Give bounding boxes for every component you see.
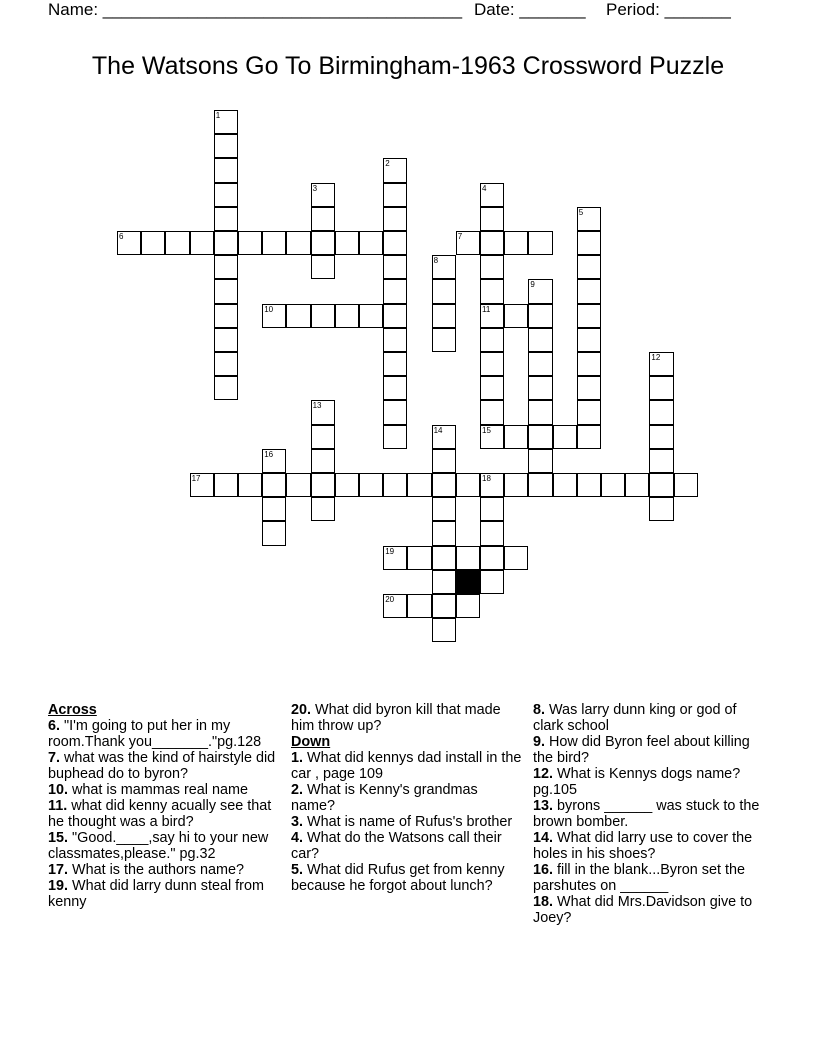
grid-cell[interactable] xyxy=(165,231,189,255)
grid-cell[interactable] xyxy=(480,328,504,352)
grid-cell[interactable] xyxy=(456,546,480,570)
grid-cell[interactable] xyxy=(214,207,238,231)
grid-cell[interactable] xyxy=(480,231,504,255)
clue-text: fill in the blank...Byron set the parshutes on ______ xyxy=(533,862,745,894)
grid-cell[interactable] xyxy=(286,231,310,255)
clue-text: What is name of Rufus's brother xyxy=(303,814,513,830)
name-field: Name: ______________________________________ xyxy=(48,0,463,19)
clue-number: 9. xyxy=(533,734,546,750)
grid-cell[interactable] xyxy=(383,231,407,255)
grid-cell[interactable] xyxy=(214,376,238,400)
down-clue xyxy=(533,702,765,734)
clue-number: 10. xyxy=(48,782,69,798)
grid-cell[interactable] xyxy=(214,255,238,279)
across-clue xyxy=(48,798,280,830)
grid-cell[interactable] xyxy=(480,279,504,303)
down-clue xyxy=(533,766,765,798)
across-clue xyxy=(48,718,280,750)
grid-cell[interactable] xyxy=(577,473,601,497)
clue-number: 14 xyxy=(433,425,443,435)
clue-number: 1. xyxy=(291,750,304,766)
grid-cell[interactable] xyxy=(383,376,407,400)
grid-cell[interactable] xyxy=(528,328,552,352)
clue-text: What do the Watsons call their car? xyxy=(291,830,502,862)
clue-number: 6. xyxy=(48,718,61,734)
grid-cell[interactable] xyxy=(214,183,238,207)
black-cell xyxy=(456,570,480,594)
clues-column-2 xyxy=(291,702,523,894)
grid-cell[interactable] xyxy=(480,207,504,231)
grid-cell[interactable] xyxy=(649,497,673,521)
grid-cell[interactable] xyxy=(432,570,456,594)
clue-text: what is mammas real name xyxy=(68,782,248,798)
grid-cell[interactable] xyxy=(504,304,528,328)
grid-cell[interactable] xyxy=(649,352,673,376)
clue-number: 7 xyxy=(457,232,463,241)
grid-cell[interactable] xyxy=(480,304,504,328)
grid-cell[interactable] xyxy=(359,473,383,497)
grid-cell[interactable] xyxy=(214,158,238,182)
down-clue xyxy=(533,734,765,766)
grid-cell[interactable] xyxy=(214,473,238,497)
clue-number: 6 xyxy=(119,232,124,241)
clue-number: 4 xyxy=(482,183,487,193)
grid-cell[interactable] xyxy=(262,497,286,521)
grid-cell[interactable] xyxy=(311,400,335,424)
clue-number: 12. xyxy=(533,766,554,782)
grid-cell[interactable] xyxy=(311,473,335,497)
grid-cell[interactable] xyxy=(335,304,359,328)
grid-cell[interactable] xyxy=(383,594,407,618)
clue-text: What did kennys dad install in the car , page 109 xyxy=(291,750,522,782)
clue-number: 4. xyxy=(291,830,304,846)
grid-cell[interactable] xyxy=(311,304,335,328)
grid-cell[interactable] xyxy=(528,400,552,424)
grid-cell[interactable] xyxy=(407,546,431,570)
grid-cell[interactable] xyxy=(480,255,504,279)
clue-number: 15. xyxy=(48,830,69,846)
across-clue xyxy=(291,702,523,734)
grid-cell[interactable] xyxy=(359,304,383,328)
clue-text: What did Rufus get from kenny because he forgot about lunch? xyxy=(291,862,505,894)
down-clue xyxy=(533,894,765,926)
grid-cell[interactable] xyxy=(480,183,504,207)
grid-cell[interactable] xyxy=(383,546,407,570)
across-clue xyxy=(48,782,280,798)
grid-cell[interactable] xyxy=(480,473,504,497)
clue-number: 12 xyxy=(651,353,661,362)
clue-number: 17. xyxy=(48,862,69,878)
grid-cell[interactable] xyxy=(432,497,456,521)
grid-cell[interactable] xyxy=(383,400,407,424)
grid-cell[interactable] xyxy=(238,231,262,255)
grid-cell[interactable] xyxy=(432,618,456,642)
grid-cell[interactable] xyxy=(528,352,552,376)
down-clue xyxy=(291,830,523,862)
grid-cell[interactable] xyxy=(504,425,528,449)
grid-cell[interactable] xyxy=(553,473,577,497)
grid-cell[interactable] xyxy=(190,473,214,497)
grid-cell[interactable] xyxy=(577,304,601,328)
grid-cell[interactable] xyxy=(238,473,262,497)
clue-number: 1 xyxy=(215,111,221,120)
grid-cell[interactable] xyxy=(480,570,504,594)
clue-number: 19. xyxy=(48,878,69,894)
grid-cell[interactable] xyxy=(649,449,673,473)
clue-number: 17 xyxy=(191,474,201,483)
grid-cell[interactable] xyxy=(383,207,407,231)
clue-text: byrons ______ was stuck to the brown bomber. xyxy=(533,798,760,830)
down-clue xyxy=(291,814,523,830)
clue-number: 2 xyxy=(385,159,390,169)
clue-text: What is Kenny's grandmas name? xyxy=(291,782,478,814)
grid-cell[interactable] xyxy=(262,449,286,473)
grid-cell[interactable] xyxy=(383,473,407,497)
grid-cell[interactable] xyxy=(432,449,456,473)
period-field: Period: _______ xyxy=(606,0,731,19)
grid-cell[interactable] xyxy=(432,425,456,449)
grid-cell[interactable] xyxy=(480,497,504,521)
grid-cell[interactable] xyxy=(528,473,552,497)
grid-cell[interactable] xyxy=(383,183,407,207)
grid-cell[interactable] xyxy=(214,328,238,352)
across-clue xyxy=(48,750,280,782)
grid-cell[interactable] xyxy=(286,304,310,328)
clue-number: 18. xyxy=(533,894,554,910)
clue-text: what was the kind of hairstyle did buphead do to byron? xyxy=(48,750,276,782)
grid-cell[interactable] xyxy=(577,425,601,449)
grid-cell[interactable] xyxy=(214,279,238,303)
clue-number: 3 xyxy=(312,183,318,193)
clue-number: 2. xyxy=(291,782,304,798)
grid-cell[interactable] xyxy=(528,231,552,255)
grid-cell[interactable] xyxy=(359,231,383,255)
clue-number: 7. xyxy=(48,750,61,766)
grid-cell[interactable] xyxy=(649,425,673,449)
grid-cell[interactable] xyxy=(649,473,673,497)
grid-cell[interactable] xyxy=(528,279,552,303)
grid-cell[interactable] xyxy=(577,231,601,255)
grid-cell[interactable] xyxy=(577,255,601,279)
clue-number: 19 xyxy=(385,546,395,556)
grid-cell[interactable] xyxy=(577,400,601,424)
grid-cell[interactable] xyxy=(432,304,456,328)
grid-cell[interactable] xyxy=(262,304,286,328)
grid-cell[interactable] xyxy=(432,473,456,497)
grid-cell[interactable] xyxy=(674,473,698,497)
grid-cell[interactable] xyxy=(649,376,673,400)
grid-cell[interactable] xyxy=(480,376,504,400)
grid-cell[interactable] xyxy=(286,473,310,497)
clue-number: 3. xyxy=(291,814,304,830)
down-clue xyxy=(291,750,523,782)
clue-number: 9 xyxy=(530,280,535,290)
clue-text: What did larry use to cover the holes in his shoes? xyxy=(533,830,753,862)
grid-cell[interactable] xyxy=(480,400,504,424)
grid-cell[interactable] xyxy=(117,231,141,255)
clue-text: "Good.____,say hi to your new classmates,please." pg.32 xyxy=(48,830,269,862)
grid-cell[interactable] xyxy=(480,425,504,449)
grid-cell[interactable] xyxy=(407,473,431,497)
clue-number: 16 xyxy=(264,449,274,459)
grid-cell[interactable] xyxy=(432,255,456,279)
clue-number: 5 xyxy=(578,207,584,217)
grid-cell[interactable] xyxy=(311,183,335,207)
clue-number: 18 xyxy=(482,474,491,483)
grid-cell[interactable] xyxy=(480,521,504,545)
grid-cell[interactable] xyxy=(383,279,407,303)
grid-cell[interactable] xyxy=(504,231,528,255)
clue-text: What did byron kill that made him throw up? xyxy=(291,702,501,734)
grid-cell[interactable] xyxy=(262,521,286,545)
grid-cell[interactable] xyxy=(577,352,601,376)
clue-number: 15 xyxy=(482,425,491,435)
clue-number: 14. xyxy=(533,830,554,846)
grid-cell[interactable] xyxy=(407,594,431,618)
clue-number: 13 xyxy=(312,401,322,411)
clue-number: 10 xyxy=(264,304,274,314)
clue-number: 20. xyxy=(291,702,312,718)
clue-text: "I'm going to put her in my room.Thank you_______."pg.128 xyxy=(48,718,262,750)
grid-cell[interactable] xyxy=(311,231,335,255)
grid-cell[interactable] xyxy=(577,279,601,303)
grid-cell[interactable] xyxy=(528,376,552,400)
grid-cell[interactable] xyxy=(432,279,456,303)
grid-cell[interactable] xyxy=(311,449,335,473)
grid-cell[interactable] xyxy=(383,255,407,279)
clues-column-3 xyxy=(533,702,765,926)
down-clue xyxy=(291,862,523,894)
grid-cell[interactable] xyxy=(504,546,528,570)
grid-cell[interactable] xyxy=(262,231,286,255)
grid-cell[interactable] xyxy=(577,328,601,352)
clue-text: Was larry dunn king or god of clark school xyxy=(533,702,737,734)
grid-cell[interactable] xyxy=(214,304,238,328)
grid-cell[interactable] xyxy=(456,473,480,497)
grid-cell[interactable] xyxy=(214,110,238,134)
grid-cell[interactable] xyxy=(141,231,165,255)
clue-number: 8 xyxy=(433,256,439,266)
across-clue xyxy=(48,830,280,862)
grid-cell[interactable] xyxy=(456,231,480,255)
across-heading: Across xyxy=(48,702,97,718)
page-title: The Watsons Go To Birmingham-1963 Crossword Puzzle xyxy=(91,52,725,80)
grid-cell[interactable] xyxy=(553,425,577,449)
across-clue xyxy=(48,862,280,878)
clue-text: What did larry dunn steal from kenny xyxy=(48,878,264,910)
grid-cell[interactable] xyxy=(456,594,480,618)
grid-cell[interactable] xyxy=(528,449,552,473)
grid-cell[interactable] xyxy=(504,473,528,497)
grid-cell[interactable] xyxy=(335,473,359,497)
grid-cell[interactable] xyxy=(311,255,335,279)
clue-text: What did Mrs.Davidson give to Joey? xyxy=(533,894,753,926)
grid-cell[interactable] xyxy=(432,546,456,570)
grid-cell[interactable] xyxy=(432,521,456,545)
down-clue xyxy=(533,830,765,862)
grid-cell[interactable] xyxy=(262,473,286,497)
grid-cell[interactable] xyxy=(528,425,552,449)
down-clue xyxy=(533,862,765,894)
grid-cell[interactable] xyxy=(335,231,359,255)
clue-number: 11. xyxy=(48,798,68,814)
across-clue xyxy=(48,878,280,910)
down-clue xyxy=(291,782,523,814)
grid-cell[interactable] xyxy=(601,473,625,497)
clue-text: How did Byron feel about killing the bird? xyxy=(533,734,750,766)
grid-cell[interactable] xyxy=(432,328,456,352)
clue-number: 8. xyxy=(533,702,546,718)
grid-cell[interactable] xyxy=(383,304,407,328)
down-clue xyxy=(533,798,765,830)
clues-column-1 xyxy=(48,702,280,910)
grid-cell[interactable] xyxy=(383,352,407,376)
clue-text: What is Kennys dogs name? pg.105 xyxy=(533,766,741,798)
date-field: Date: _______ xyxy=(474,0,586,19)
clue-number: 20 xyxy=(385,595,395,604)
clue-number: 11 xyxy=(482,304,491,314)
grid-cell[interactable] xyxy=(577,376,601,400)
grid-cell[interactable] xyxy=(577,207,601,231)
grid-cell[interactable] xyxy=(625,473,649,497)
clue-number: 16. xyxy=(533,862,554,878)
grid-cell[interactable] xyxy=(432,594,456,618)
grid-cell[interactable] xyxy=(311,425,335,449)
grid-cell[interactable] xyxy=(190,231,214,255)
grid-cell[interactable] xyxy=(311,207,335,231)
grid-cell[interactable] xyxy=(214,231,238,255)
clue-text: What is the authors name? xyxy=(68,862,244,878)
grid-cell[interactable] xyxy=(480,352,504,376)
grid-cell[interactable] xyxy=(214,352,238,376)
clue-number: 13. xyxy=(533,798,554,814)
grid-cell[interactable] xyxy=(480,546,504,570)
grid-cell[interactable] xyxy=(649,400,673,424)
grid-cell[interactable] xyxy=(383,328,407,352)
grid-cell[interactable] xyxy=(214,134,238,158)
clue-number: 5. xyxy=(291,862,304,878)
grid-cell[interactable] xyxy=(383,425,407,449)
grid-cell[interactable] xyxy=(311,497,335,521)
grid-cell[interactable] xyxy=(383,158,407,182)
grid-cell[interactable] xyxy=(528,304,552,328)
clue-text: what did kenny acually see that he thought was a bird? xyxy=(48,798,272,830)
down-heading: Down xyxy=(291,734,331,750)
